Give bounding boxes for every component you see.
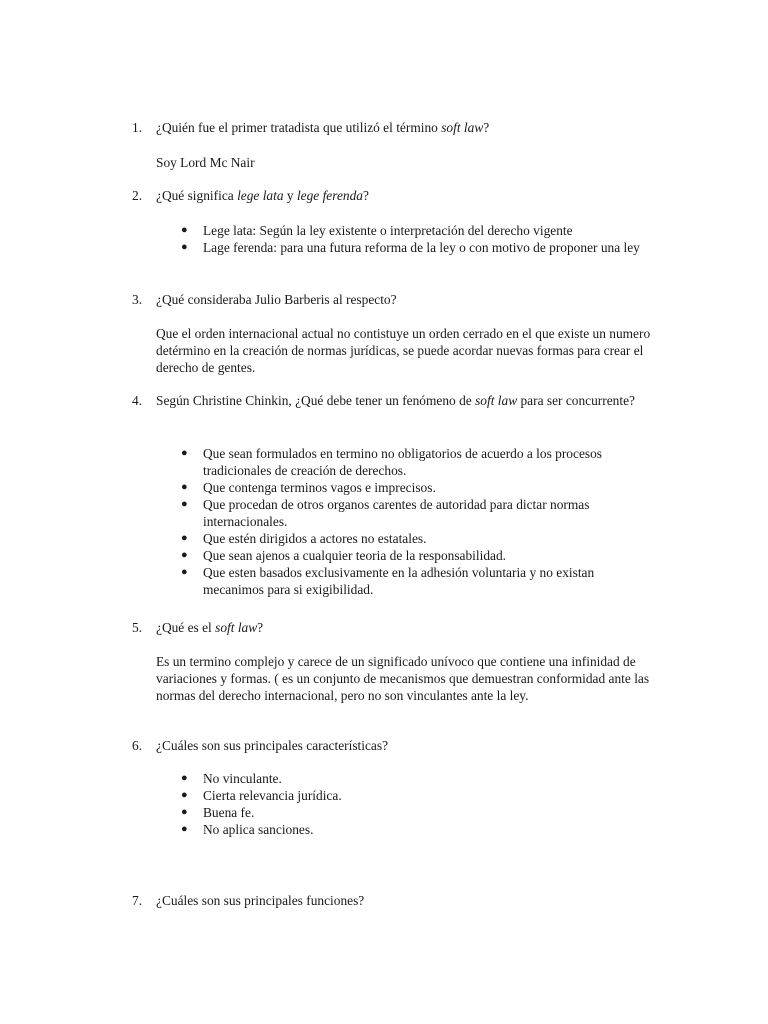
list-item: ● Que contenga terminos vagos e imprecisos. xyxy=(181,480,436,495)
question-text: ¿Cuáles son sus principales funciones? xyxy=(156,893,365,908)
bullet-icon: ● xyxy=(181,532,188,544)
question-7 xyxy=(132,892,652,909)
answer-1: Soy Lord Mc Nair xyxy=(156,155,255,170)
list-item: ● No aplica sanciones. xyxy=(181,822,314,837)
question-number: 4. xyxy=(132,393,143,408)
list-item: ● Buena fe. xyxy=(181,805,255,820)
question-text: ¿Quién fue el primer tratadista que utilizó el término soft law? xyxy=(156,120,490,135)
bullet-icon: ● xyxy=(181,806,188,818)
question-number: 1. xyxy=(132,120,143,135)
question-text: ¿Qué significa lege lata y lege ferenda? xyxy=(156,188,369,203)
bullet-icon: ● xyxy=(181,241,188,253)
question-text: ¿Cuáles son sus principales características? xyxy=(156,738,389,753)
question-text: ¿Qué es el soft law? xyxy=(156,620,264,635)
question-text: Según Christine Chinkin, ¿Qué debe tener un fenómeno de soft law para ser concurrente? xyxy=(156,393,635,408)
bullet-list-2 xyxy=(180,222,640,256)
bullet-icon: ● xyxy=(181,772,188,784)
bullet-icon: ● xyxy=(181,566,188,578)
bullet-list-6 xyxy=(180,770,640,838)
question-number: 6. xyxy=(132,738,143,753)
question-5 xyxy=(132,619,652,636)
list-item: ● Que sean formulados en termino no obligatorios de acuerdo a los procesos tradicionales de creación de derechos. xyxy=(181,446,603,478)
bullet-icon: ● xyxy=(181,447,188,459)
bullet-icon: ● xyxy=(181,498,188,510)
bullet-icon: ● xyxy=(181,789,188,801)
list-item: ● Lege lata: Según la ley existente o interpretación del derecho vigente xyxy=(181,223,573,238)
question-2 xyxy=(132,187,652,204)
bullet-icon: ● xyxy=(181,823,188,835)
question-number: 2. xyxy=(132,188,143,203)
question-number: 5. xyxy=(132,620,143,635)
question-6 xyxy=(132,737,652,754)
bullet-list-4 xyxy=(180,445,640,598)
bullet-icon: ● xyxy=(181,481,188,493)
list-item: ● Que estén dirigidos a actores no estatales. xyxy=(181,531,427,546)
list-item: ● Que esten basados exclusivamente en la adhesión voluntaria y no existan mecanimos para si exigibilidad. xyxy=(181,565,595,597)
list-item: ● Que procedan de otros organos carentes de autoridad para dictar normas internacionales. xyxy=(181,497,590,529)
list-item: ● No vinculante. xyxy=(181,771,282,786)
question-number: 3. xyxy=(132,292,143,307)
list-item: ● Lage ferenda: para una futura reforma de la ley o con motivo de proponer una ley xyxy=(181,240,640,255)
list-item: ● Cierta relevancia jurídica. xyxy=(181,788,342,803)
answer-5: Es un termino complejo y carece de un significado unívoco que contiene una infinidad de variaciones y formas. ( es un conjunto de mecanismos que demuestran conformidad ante las normas del derecho internacional, pero no son vinculantes ante la ley. xyxy=(156,654,650,703)
bullet-icon: ● xyxy=(181,224,188,236)
list-item: ● Que sean ajenos a cualquier teoria de la responsabilidad. xyxy=(181,548,507,563)
question-3 xyxy=(132,291,652,308)
question-text: ¿Qué consideraba Julio Barberis al respecto? xyxy=(156,292,397,307)
bullet-icon: ● xyxy=(181,549,188,561)
answer-3: Que el orden internacional actual no contistuye un orden cerrado en el que existe un numero detérmino en la creación de normas jurídicas, se puede acordar nuevas formas para crear el derecho de gentes. xyxy=(156,326,651,375)
question-1 xyxy=(132,119,652,136)
question-number: 7. xyxy=(132,893,143,908)
question-4 xyxy=(132,392,652,409)
